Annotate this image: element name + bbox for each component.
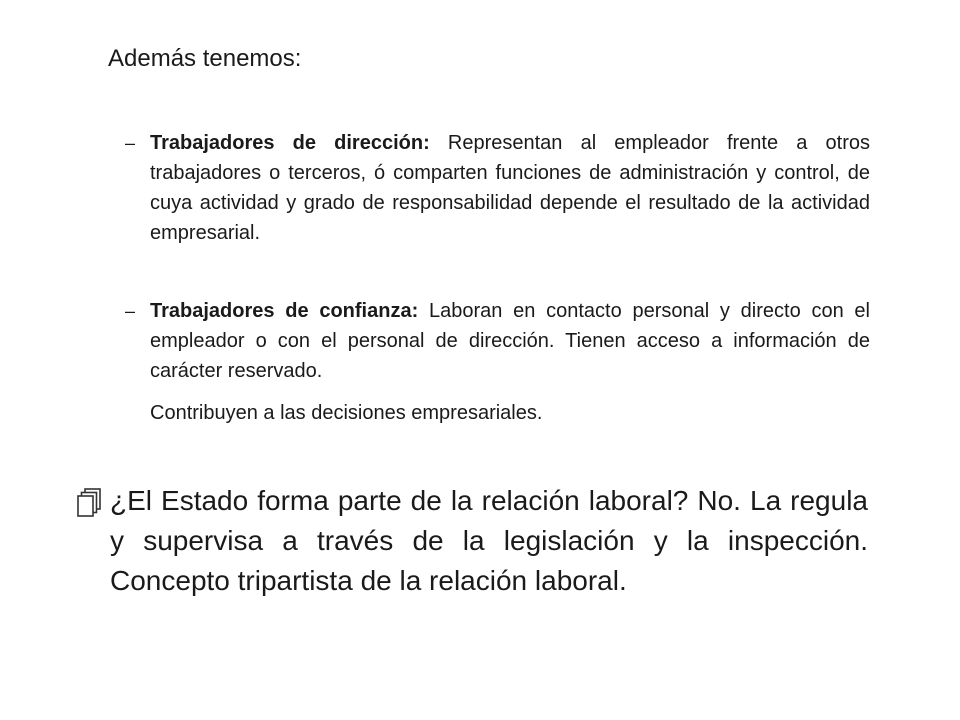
dash-marker: –: [125, 133, 136, 153]
bullet-trabajadores-direccion: [125, 128, 870, 248]
bullet-term: Trabajadores de confianza:: [150, 300, 419, 322]
question-paragraph: ¿El Estado forma parte de la relación laboral? No. La regula y supervisa a través de la legislación y la inspección. Concepto tripartista de la relación laboral.: [110, 485, 868, 596]
bullet-text: Representan al empleador frente a otros trabajadores o terceros, ó comparten funciones de administración y control, de cuya actividad y grado de responsabilidad depende el resultado de la actividad empresarial.: [150, 132, 870, 244]
bullet-term: Trabajadores de dirección:: [150, 132, 430, 154]
bullet-trabajadores-confianza: [125, 296, 870, 386]
bullet-text: Laboran en contacto personal y directo con el empleador o con el personal de dirección. Tienen acceso a información de carácter reservado.: [150, 300, 870, 382]
intro-heading: Además tenemos:: [108, 45, 302, 72]
extra-line: Contribuyen a las decisiones empresariales.: [150, 402, 543, 424]
document-stack-icon: [76, 488, 104, 518]
dash-marker: –: [125, 301, 136, 321]
